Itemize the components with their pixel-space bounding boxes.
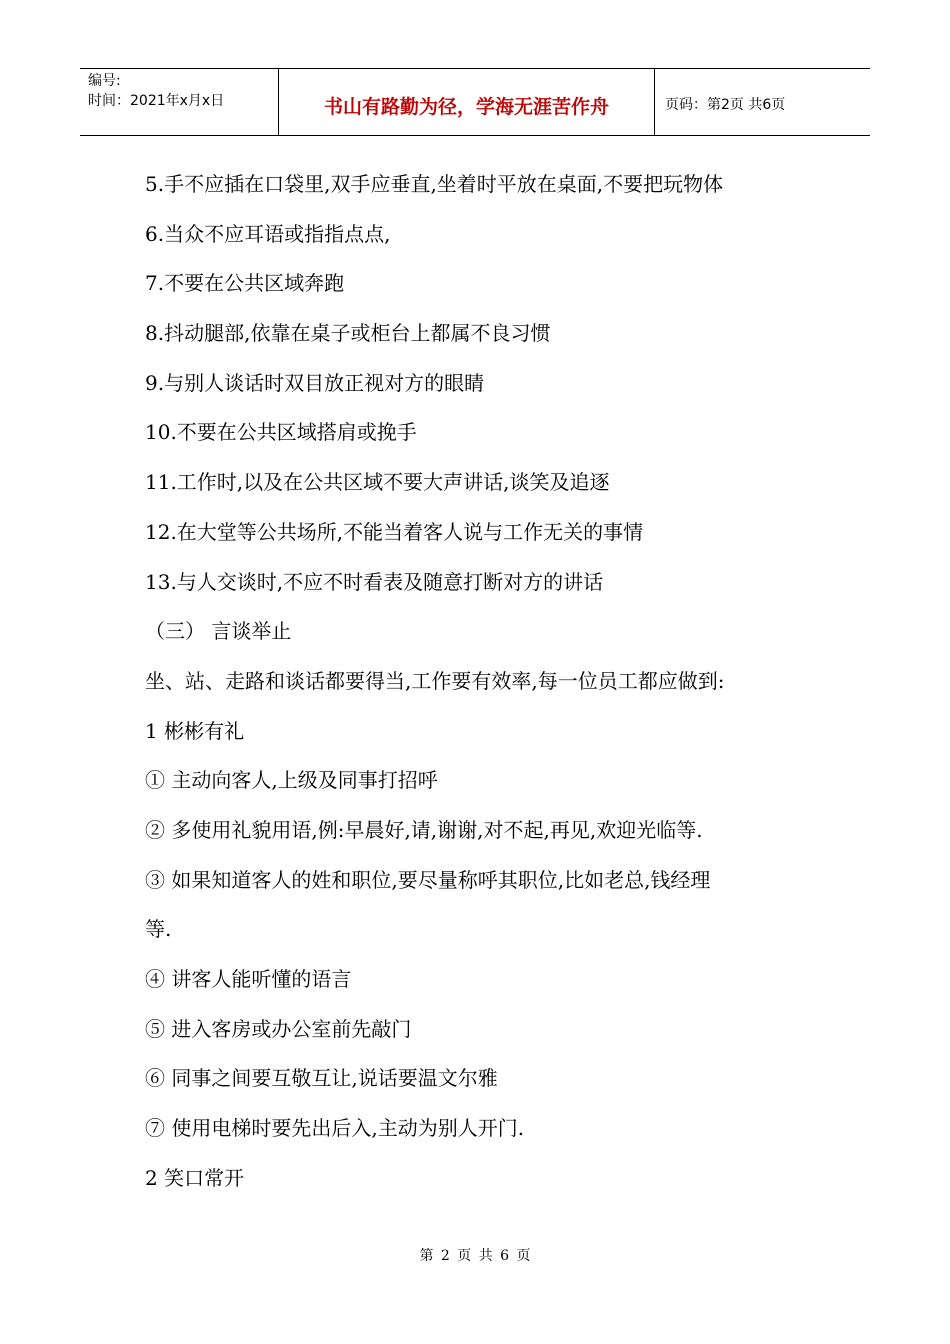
body-line: 12.在大堂等公共场所,不能当着客人说与工作无关的事情 bbox=[145, 519, 644, 544]
subsection-heading: 2 笑口常开 bbox=[145, 1165, 245, 1190]
body-line: 坐、站、走路和谈话都要得当,工作要有效率,每一位员工都应做到: bbox=[145, 668, 725, 693]
body-line: 10.不要在公共区域搭肩或挽手 bbox=[145, 420, 417, 445]
header-motto: 书山有路勤为径，学海无涯苦作舟 bbox=[279, 69, 655, 135]
section-heading: （三） 言谈举止 bbox=[145, 619, 292, 644]
list-item: ⑤ 进入客房或办公室前先敲门 bbox=[145, 1016, 412, 1041]
body-line: 7.不要在公共区域奔跑 bbox=[145, 271, 345, 296]
list-item: ① 主动向客人,上级及同事打招呼 bbox=[145, 768, 438, 793]
header-meta-cell bbox=[80, 69, 279, 135]
list-item: ⑥ 同事之间要互敬互让,说话要温文尔雅 bbox=[145, 1066, 498, 1091]
body-line: 5.手不应插在口袋里,双手应垂直,坐着时平放在桌面,不要把玩物体 bbox=[145, 172, 724, 196]
header-page-label: 页码：第2页 共6页 bbox=[665, 97, 786, 113]
list-item: ② 多使用礼貌用语,例:早晨好,请,谢谢,对不起,再见,欢迎光临等. bbox=[145, 817, 703, 842]
document-body bbox=[145, 160, 825, 1203]
date-label: 时间：2021年x月x日 bbox=[88, 93, 225, 109]
page-footer: 第 2 页 共 6 页 bbox=[419, 1248, 531, 1264]
body-line: 9.与别人谈话时双目放正视对方的眼睛 bbox=[145, 370, 485, 395]
list-item-continuation: 等. bbox=[145, 917, 172, 942]
page-header bbox=[80, 68, 870, 136]
doc-number-label: 编号: bbox=[88, 73, 121, 89]
body-line: 6.当众不应耳语或指指点点, bbox=[145, 221, 391, 246]
body-line: 13.与人交谈时,不应不时看表及随意打断对方的讲话 bbox=[145, 569, 604, 594]
body-line: 11.工作时,以及在公共区域不要大声讲话,谈笑及追逐 bbox=[145, 470, 610, 495]
list-item: ④ 讲客人能听懂的语言 bbox=[145, 967, 352, 991]
body-line: 8.抖动腿部,依靠在桌子或柜台上都属不良习惯 bbox=[145, 321, 551, 346]
subsection-heading: 1 彬彬有礼 bbox=[145, 718, 245, 743]
list-item: ⑦ 使用电梯时要先出后入,主动为别人开门. bbox=[145, 1116, 525, 1141]
list-item: ③ 如果知道客人的姓和职位,要尽量称呼其职位,比如老总,钱经理 bbox=[145, 867, 711, 892]
